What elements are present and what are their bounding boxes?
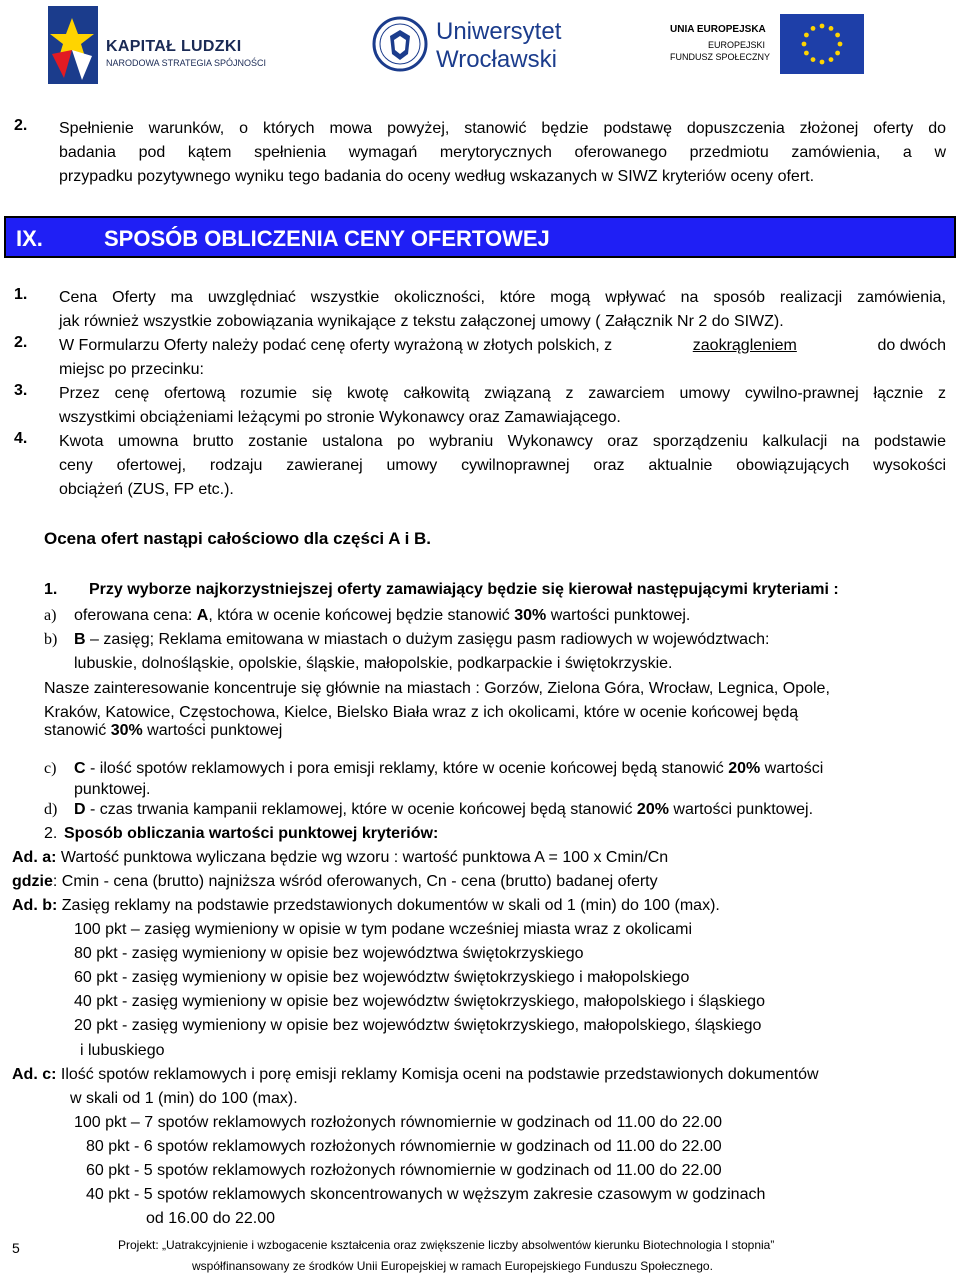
ad-c-item: 60 pkt - 5 spotów reklamowych rozłożonych równomiernie w godzinach od 11.00 do 22.00 [86, 1162, 722, 1179]
point2-text-b: do dwóch [877, 337, 946, 354]
footer-project-line: Projekt: „Uatrakcyjnienie i wzbogacenie kształcenia oraz zwiększenie liczby absolwentów kierunku Biotechnologia I stopnia” [118, 1238, 775, 1252]
criterion-b-line2: lubuskie, dolnośląskie, opolskie, śląskie, małopolskie, podkarpackie i świętokrzyskie. [74, 655, 673, 672]
ad-c-item: od 16.00 do 22.00 [146, 1210, 276, 1227]
ad-c-item: 80 pkt - 6 spotów reklamowych rozłożonych równomiernie w godzinach od 11.00 do 22.00 [86, 1138, 722, 1155]
ad-c-line [12, 1063, 819, 1087]
ad-a-label: Ad. a: [12, 849, 57, 866]
ad-b-text: Zasięg reklamy na podstawie przedstawionych dokumentów w skali od 1 (min) do 100 (max). [57, 897, 720, 914]
eu-fund-line2: FUNDUSZ SPOŁECZNY [670, 52, 771, 62]
footer-funding-line: współfinansowany ze środków Unii Europejskiej w ramach Europejskiego Funduszu Społecznego. [192, 1259, 713, 1273]
point2-text-a: W Formularzu Oferty należy podać cenę oferty wyrażoną w złotych polskich, z [59, 337, 613, 354]
criterion-b-desc: – zasięg; Reklama emitowana w miastach o dużym zasięgu pasm radiowych w województwach: [85, 631, 770, 648]
criterion-a-label: a) [44, 607, 57, 624]
criterion-a-pre: oferowana cena: [74, 607, 197, 624]
interest-percent: 30% [110, 722, 143, 739]
ad-c-line2: w skali od 1 (min) do 100 (max). [70, 1090, 298, 1107]
intro-number: 2. [14, 117, 28, 134]
intro-line1: Spełnienie warunków, o których mowa powyżej, stanowić będzie podstawę dopuszczenia złożonej oferty do [59, 120, 946, 137]
point3-line2: wszystkimi obciążeniami leżącymi po stronie Wykonawcy oraz Zamawiającego. [59, 409, 621, 426]
eu-title: UNIA EUROPEJSKA [670, 24, 766, 35]
point1-number: 1. [14, 286, 28, 303]
criterion-c-text [74, 757, 823, 781]
eu-fund-line1: EUROPEJSKI [708, 40, 766, 50]
point2-number: 2. [14, 334, 28, 351]
criteria-number: 1. [44, 581, 58, 598]
criterion-b-label: b) [44, 631, 58, 648]
method-number: 2. [44, 825, 58, 842]
method-heading: Sposób obliczania wartości punktowej kryteriów: [64, 825, 439, 842]
criterion-b-letter: B [74, 631, 86, 648]
ad-b-item: 40 pkt - zasięg wymieniony w opisie bez województw świętokrzyskiego, małopolskiego i śląskiego [74, 993, 765, 1010]
criterion-a-post: wartości punktowej. [546, 607, 691, 624]
ad-b-item: 100 pkt – zasięg wymieniony w opisie w tym podane wcześniej miasta wraz z okolicami [74, 921, 693, 938]
point1-line1: Cena Oferty ma uwzględniać wszystkie okoliczności, które mogą wpływać na sposób realizacji zamówienia, [59, 289, 946, 306]
criterion-d-text [74, 798, 813, 822]
criterion-c-desc: - ilość spotów reklamowych i pora emisji reklamy, które w ocenie końcowej będą stanowić [85, 760, 729, 777]
ad-a-text: Wartość punktowa wyliczana będzie wg wzoru : wartość punktowa A = 100 x Cmin/Cn [56, 849, 669, 866]
point4-number: 4. [14, 430, 28, 447]
criterion-c-percent: 20% [728, 760, 761, 777]
ad-b-item: i lubuskiego [80, 1042, 165, 1059]
assessment-heading: Ocena ofert nastąpi całościowo dla części A i B. [44, 529, 432, 548]
section-number: IX. [16, 226, 43, 251]
unia-europejska-logo [670, 14, 910, 76]
point4-line3: obciążeń (ZUS, FP etc.). [59, 481, 234, 498]
point4-line1: Kwota umowna brutto zostanie ustalona po wybraniu Wykonawcy oraz sporządzeniu kalkulacji na podstawie [59, 433, 946, 450]
kapital-ludzki-subtitle: NARODOWA STRATEGIA SPÓJNOŚCI [106, 58, 267, 68]
criterion-c-letter: C [74, 760, 86, 777]
point3-number: 3. [14, 382, 28, 399]
interest-line1: Nasze zainteresowanie koncentruje się głównie na miastach : Gorzów, Zielona Góra, Wrocław, Legnica, Opole, [44, 680, 830, 697]
criterion-d-label: d) [44, 801, 58, 818]
point3-line1: Przez cenę ofertową rozumie się kwotę całkowitą związaną z zawarciem umowy cywilno-prawnej łącznie z [59, 385, 946, 402]
ad-b-item: 80 pkt - zasięg wymieniony w opisie bez województwa świętokrzyskiego [74, 945, 584, 962]
criterion-c-label: c) [44, 760, 57, 777]
university-name-line1: Uniwersytet [436, 18, 562, 45]
interest-line3 [44, 719, 282, 743]
ad-a-gdzie-label: gdzie [12, 873, 53, 890]
university-name-line2: Wrocławski [436, 46, 557, 73]
ad-c-text: Ilość spotów reklamowych i porę emisji reklamy Komisja oceni na podstawie przedstawionych dokumentów [56, 1066, 819, 1083]
ad-b-label: Ad. b: [12, 897, 58, 914]
criterion-d-percent: 20% [636, 801, 669, 818]
criterion-d-letter: D [74, 801, 86, 818]
intro-line2: badania pod kątem spełnienia wymagań merytorycznych oferowanego przedmiotu zamówienia, a w [59, 144, 946, 161]
ad-c-item: 100 pkt – 7 spotów reklamowych rozłożonych równomiernie w godzinach od 11.00 do 22.00 [74, 1114, 723, 1131]
ad-c-label: Ad. c: [12, 1066, 57, 1083]
interest-line2: Kraków, Katowice, Częstochowa, Kielce, Bielsko Biała wraz z ich okolicami, które w ocenie końcowej będą [44, 704, 799, 721]
criterion-c-line2: punktowej. [74, 781, 151, 798]
kapital-ludzki-title: KAPITAŁ LUDZKI [106, 38, 242, 55]
section-heading-bar [4, 216, 956, 258]
eu-flag-icon [780, 14, 864, 74]
interest-post: wartości punktowej [142, 722, 283, 739]
ad-a-gdzie-text: : Cmin - cena (brutto) najniższa wśród oferowanych, Cn - cena (brutto) badanej oferty [52, 873, 658, 890]
point2-underlined: zaokrągleniem [692, 337, 797, 354]
ad-b-item: 60 pkt - zasięg wymieniony w opisie bez województw świętokrzyskiego i małopolskiego [74, 969, 690, 986]
university-crest-icon [372, 14, 428, 74]
kapital-ludzki-logo [42, 4, 282, 86]
point2-line1 [59, 334, 946, 358]
ad-a-line [12, 846, 668, 870]
ad-c-item: 40 pkt - 5 spotów reklamowych skoncentrowanych w węższym zakresie czasowym w godzinach [86, 1186, 766, 1203]
ad-a-gdzie-line [12, 870, 658, 894]
criterion-a-mid: , która w ocenie końcowej będzie stanowić [208, 607, 515, 624]
criteria-heading: Przy wyborze najkorzystniejszej oferty zamawiający będzie się kierował następującymi kryteriami : [89, 581, 839, 598]
point4-line2: ceny ofertowej, rodzaju zawieranej umowy cywilnoprawnej oraz aktualnie obowiązujących wysokości [59, 457, 946, 474]
criterion-a-text [74, 604, 690, 628]
interest-pre: stanowić [44, 722, 111, 739]
criterion-a-letter: A [196, 607, 209, 624]
section-title: SPOSÓB OBLICZENIA CENY OFERTOWEJ [104, 226, 550, 251]
ad-b-line [12, 894, 720, 918]
point1-line2: jak również wszystkie zobowiązania wynikające z tekstu załączonej umowy ( Załącznik Nr 2 do SIWZ). [59, 313, 784, 330]
uniwersytet-wroclawski-logo [372, 14, 572, 74]
kapital-ludzki-star-icon [42, 4, 104, 86]
criterion-c-post: wartości [760, 760, 824, 777]
point2-line2: miejsc po przecinku: [59, 361, 204, 378]
criterion-d-post: wartości punktowej. [668, 801, 814, 818]
page-number: 5 [12, 1240, 20, 1256]
criterion-a-percent: 30% [514, 607, 547, 624]
ad-b-item: 20 pkt - zasięg wymieniony w opisie bez województw świętokrzyskiego, małopolskiego, śląskiego [74, 1017, 762, 1034]
document-header [0, 0, 960, 96]
criterion-d-desc: - czas trwania kampanii reklamowej, które w ocenie końcowej będą stanowić [85, 801, 637, 818]
criterion-b-text [74, 628, 769, 652]
intro-line3: przypadku pozytywnego wyniku tego badania do oceny według wskazanych w SIWZ kryteriów oceny ofert. [59, 168, 815, 185]
